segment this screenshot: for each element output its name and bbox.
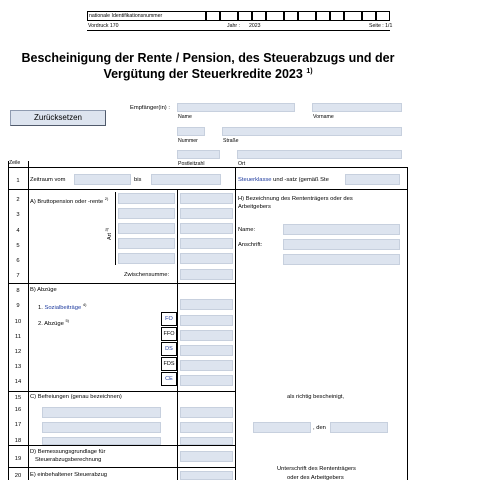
pension-amount-input-4[interactable]: [180, 238, 233, 249]
exemption-desc-input-2[interactable]: [42, 422, 161, 433]
id-digit-cell[interactable]: [284, 11, 298, 21]
row-number: 17: [14, 422, 22, 428]
row-number: 6: [16, 258, 20, 264]
row-number: 2: [16, 197, 20, 203]
other-deductions-text: Abzüge: [44, 320, 64, 327]
social-contrib-num: 1.: [38, 304, 43, 311]
id-digit-cell[interactable]: [376, 11, 390, 21]
row-number: 20: [14, 473, 22, 479]
row-number: 5: [16, 243, 20, 249]
tax-base-label-line1: D) Bemessungsgrundlage für: [30, 449, 106, 455]
pension-type-input-4[interactable]: [118, 238, 175, 249]
table-right-border: [407, 167, 408, 480]
pension-type-input-3[interactable]: [118, 223, 175, 234]
section-rule: [8, 391, 236, 392]
art-label: [104, 228, 113, 240]
zeile-label: Zeile: [9, 160, 21, 166]
signature-label-line2: oder des Arbeitgebers: [287, 475, 344, 480]
row-number: 16: [14, 407, 22, 413]
pension-type-input-5[interactable]: [118, 253, 175, 264]
id-digit-cell[interactable]: [298, 11, 316, 21]
deduction-code-fo[interactable]: FO: [161, 312, 177, 326]
withheld-tax-label: E) einbehaltener Steuerabzug: [30, 472, 108, 478]
tax-class-link[interactable]: Steuerklasse: [238, 177, 272, 183]
recipient-name-input[interactable]: [177, 103, 295, 112]
row-number: 1: [16, 178, 20, 184]
social-contrib-input[interactable]: [180, 299, 233, 310]
exemption-amount-input-2[interactable]: [180, 422, 233, 433]
row-number: 19: [14, 456, 22, 462]
recipient-label: Empfänger(in) :: [130, 105, 170, 111]
other-deductions-footnote: 5): [65, 318, 69, 323]
tax-base-label-line2: Steuerabzugsberechnung: [35, 457, 102, 463]
pension-amount-input-1[interactable]: [180, 193, 233, 204]
row-number: 7: [16, 273, 20, 279]
recipient-postcode-label: Postleitzahl: [178, 161, 205, 167]
social-contrib-footnote: 4): [82, 302, 87, 307]
deduction-code-fds[interactable]: FDS: [161, 357, 177, 371]
deduction-input-4[interactable]: [180, 360, 233, 371]
pension-amount-input-5[interactable]: [180, 253, 233, 264]
tax-class-input[interactable]: [345, 174, 400, 185]
period-to-label: bis: [134, 177, 142, 183]
subtotal-label: Zwischensumme:: [124, 272, 170, 278]
title-footnote: 1): [306, 67, 313, 75]
gross-pension-label: [30, 197, 108, 206]
id-digit-cell[interactable]: [316, 11, 330, 21]
pension-amount-input-2[interactable]: [180, 208, 233, 219]
payer-address-label: Anschrift:: [238, 242, 263, 248]
column-divider-right: [235, 167, 236, 480]
certified-text: als richtig bescheinigt,: [287, 394, 345, 400]
payer-name-input[interactable]: [283, 224, 400, 235]
exemptions-label: C) Befreiungen (genau bezeichnen): [30, 394, 122, 400]
other-deductions-num: 2.: [38, 320, 43, 327]
deduction-input-2[interactable]: [180, 330, 233, 341]
place-input[interactable]: [253, 422, 311, 433]
art-bracket: [115, 192, 116, 265]
gross-pension-text: A) Bruttopension oder -rente: [30, 198, 104, 205]
id-digit-cell[interactable]: [206, 11, 220, 21]
date-separator: , den: [313, 425, 326, 431]
deduction-input-1[interactable]: [180, 315, 233, 326]
id-digit-cell[interactable]: [252, 11, 266, 21]
row-number: 9: [16, 303, 20, 309]
recipient-city-input[interactable]: [237, 150, 402, 159]
deduction-code-ffo[interactable]: FFO: [161, 327, 177, 341]
social-contrib-link[interactable]: Sozialbeiträge: [44, 304, 82, 311]
row1-bottom-rule: [8, 189, 408, 190]
gross-pension-footnote: 2): [104, 196, 109, 201]
section-rule: [8, 283, 236, 284]
pension-type-input-2[interactable]: [118, 208, 175, 219]
id-digit-cell[interactable]: [362, 11, 376, 21]
row-number: 4: [16, 228, 20, 234]
recipient-postcode-input[interactable]: [177, 150, 220, 159]
row-number: 3: [16, 212, 20, 218]
form-code: Vordruck 170: [88, 23, 119, 29]
id-number-label: nationale Identifikationsnummer: [89, 12, 163, 19]
year-value: 2023: [249, 23, 261, 29]
row-number: 10: [14, 319, 22, 325]
row-number: 18: [14, 438, 22, 444]
recipient-number-label: Nummer: [178, 138, 198, 144]
payer-title-line1: H) Bezeichnung des Rententrägers oder des: [238, 196, 353, 202]
id-digit-cell[interactable]: [238, 11, 252, 21]
exemption-amount-input-1[interactable]: [180, 407, 233, 418]
row-number: 15: [14, 395, 22, 401]
table-top-rule: [8, 167, 408, 168]
deduction-input-3[interactable]: [180, 345, 233, 356]
form-title-text: Vergütung der Steuerkredite 2023: [103, 67, 303, 81]
subtotal-input[interactable]: [180, 269, 233, 280]
recipient-firstname-input[interactable]: [312, 103, 402, 112]
recipient-firstname-label: Vorname: [313, 114, 334, 120]
form-title-line2: [0, 67, 416, 81]
deduction-code-ds[interactable]: DS: [161, 342, 177, 356]
period-to-input[interactable]: [151, 174, 221, 185]
id-digit-cell[interactable]: [266, 11, 284, 21]
reset-button[interactable]: Zurücksetzen: [10, 110, 106, 126]
id-digit-cell[interactable]: [220, 11, 238, 21]
recipient-street-label: Straße: [223, 138, 239, 144]
pension-type-input-1[interactable]: [118, 193, 175, 204]
column-divider-amount: [177, 189, 178, 480]
year-label: Jahr :: [227, 23, 240, 29]
payer-title-line2: Arbeitgebers: [238, 204, 271, 210]
exemption-desc-input-3[interactable]: [42, 437, 161, 445]
payer-address-input-2[interactable]: [283, 254, 400, 265]
exemption-desc-input-1[interactable]: [42, 407, 161, 418]
tax-class-label-rest: und -satz (gemäß Ste: [273, 177, 329, 183]
payer-name-label: Name:: [238, 227, 256, 233]
id-digit-cell[interactable]: [330, 11, 344, 21]
row-number: 14: [14, 379, 22, 385]
date-input[interactable]: [330, 422, 388, 433]
deductions-label: B) Abzüge: [30, 287, 57, 293]
art-label-footnote: 3): [104, 227, 109, 232]
other-deductions-label: [38, 319, 69, 328]
social-contrib-label: [38, 303, 86, 312]
art-label-text: Art: [106, 232, 113, 240]
header-rule: [87, 30, 390, 31]
recipient-name-label: Name: [178, 114, 192, 120]
exemption-amount-input-3[interactable]: [180, 437, 233, 445]
period-from-label: Zeitraum vom: [30, 177, 66, 183]
tax-class-label: [238, 178, 329, 184]
signature-label-line1: Unterschrift des Rententrägers: [277, 466, 356, 472]
id-digit-cell[interactable]: [344, 11, 362, 21]
period-from-input[interactable]: [74, 174, 131, 185]
deduction-input-5[interactable]: [180, 375, 233, 386]
page-indicator: Seite : 1/1: [369, 23, 393, 29]
withheld-tax-input[interactable]: [180, 471, 233, 480]
row-number: 8: [16, 288, 20, 294]
row-number: 13: [14, 364, 22, 370]
form-title-line1: Bescheinigung der Rente / Pension, des Steuerabzugs und der: [21, 51, 395, 65]
recipient-number-input[interactable]: [177, 127, 205, 136]
section-rule: [8, 445, 236, 446]
section-rule: [8, 467, 236, 468]
pension-amount-input-3[interactable]: [180, 223, 233, 234]
deduction-code-ce[interactable]: CE: [161, 372, 177, 386]
tax-base-input[interactable]: [180, 451, 233, 462]
row-number-divider: [28, 161, 29, 480]
row-number: 12: [14, 349, 22, 355]
recipient-city-label: Ort: [238, 161, 246, 167]
recipient-street-input[interactable]: [222, 127, 402, 136]
row-number: 11: [14, 334, 22, 340]
payer-address-input-1[interactable]: [283, 239, 400, 250]
